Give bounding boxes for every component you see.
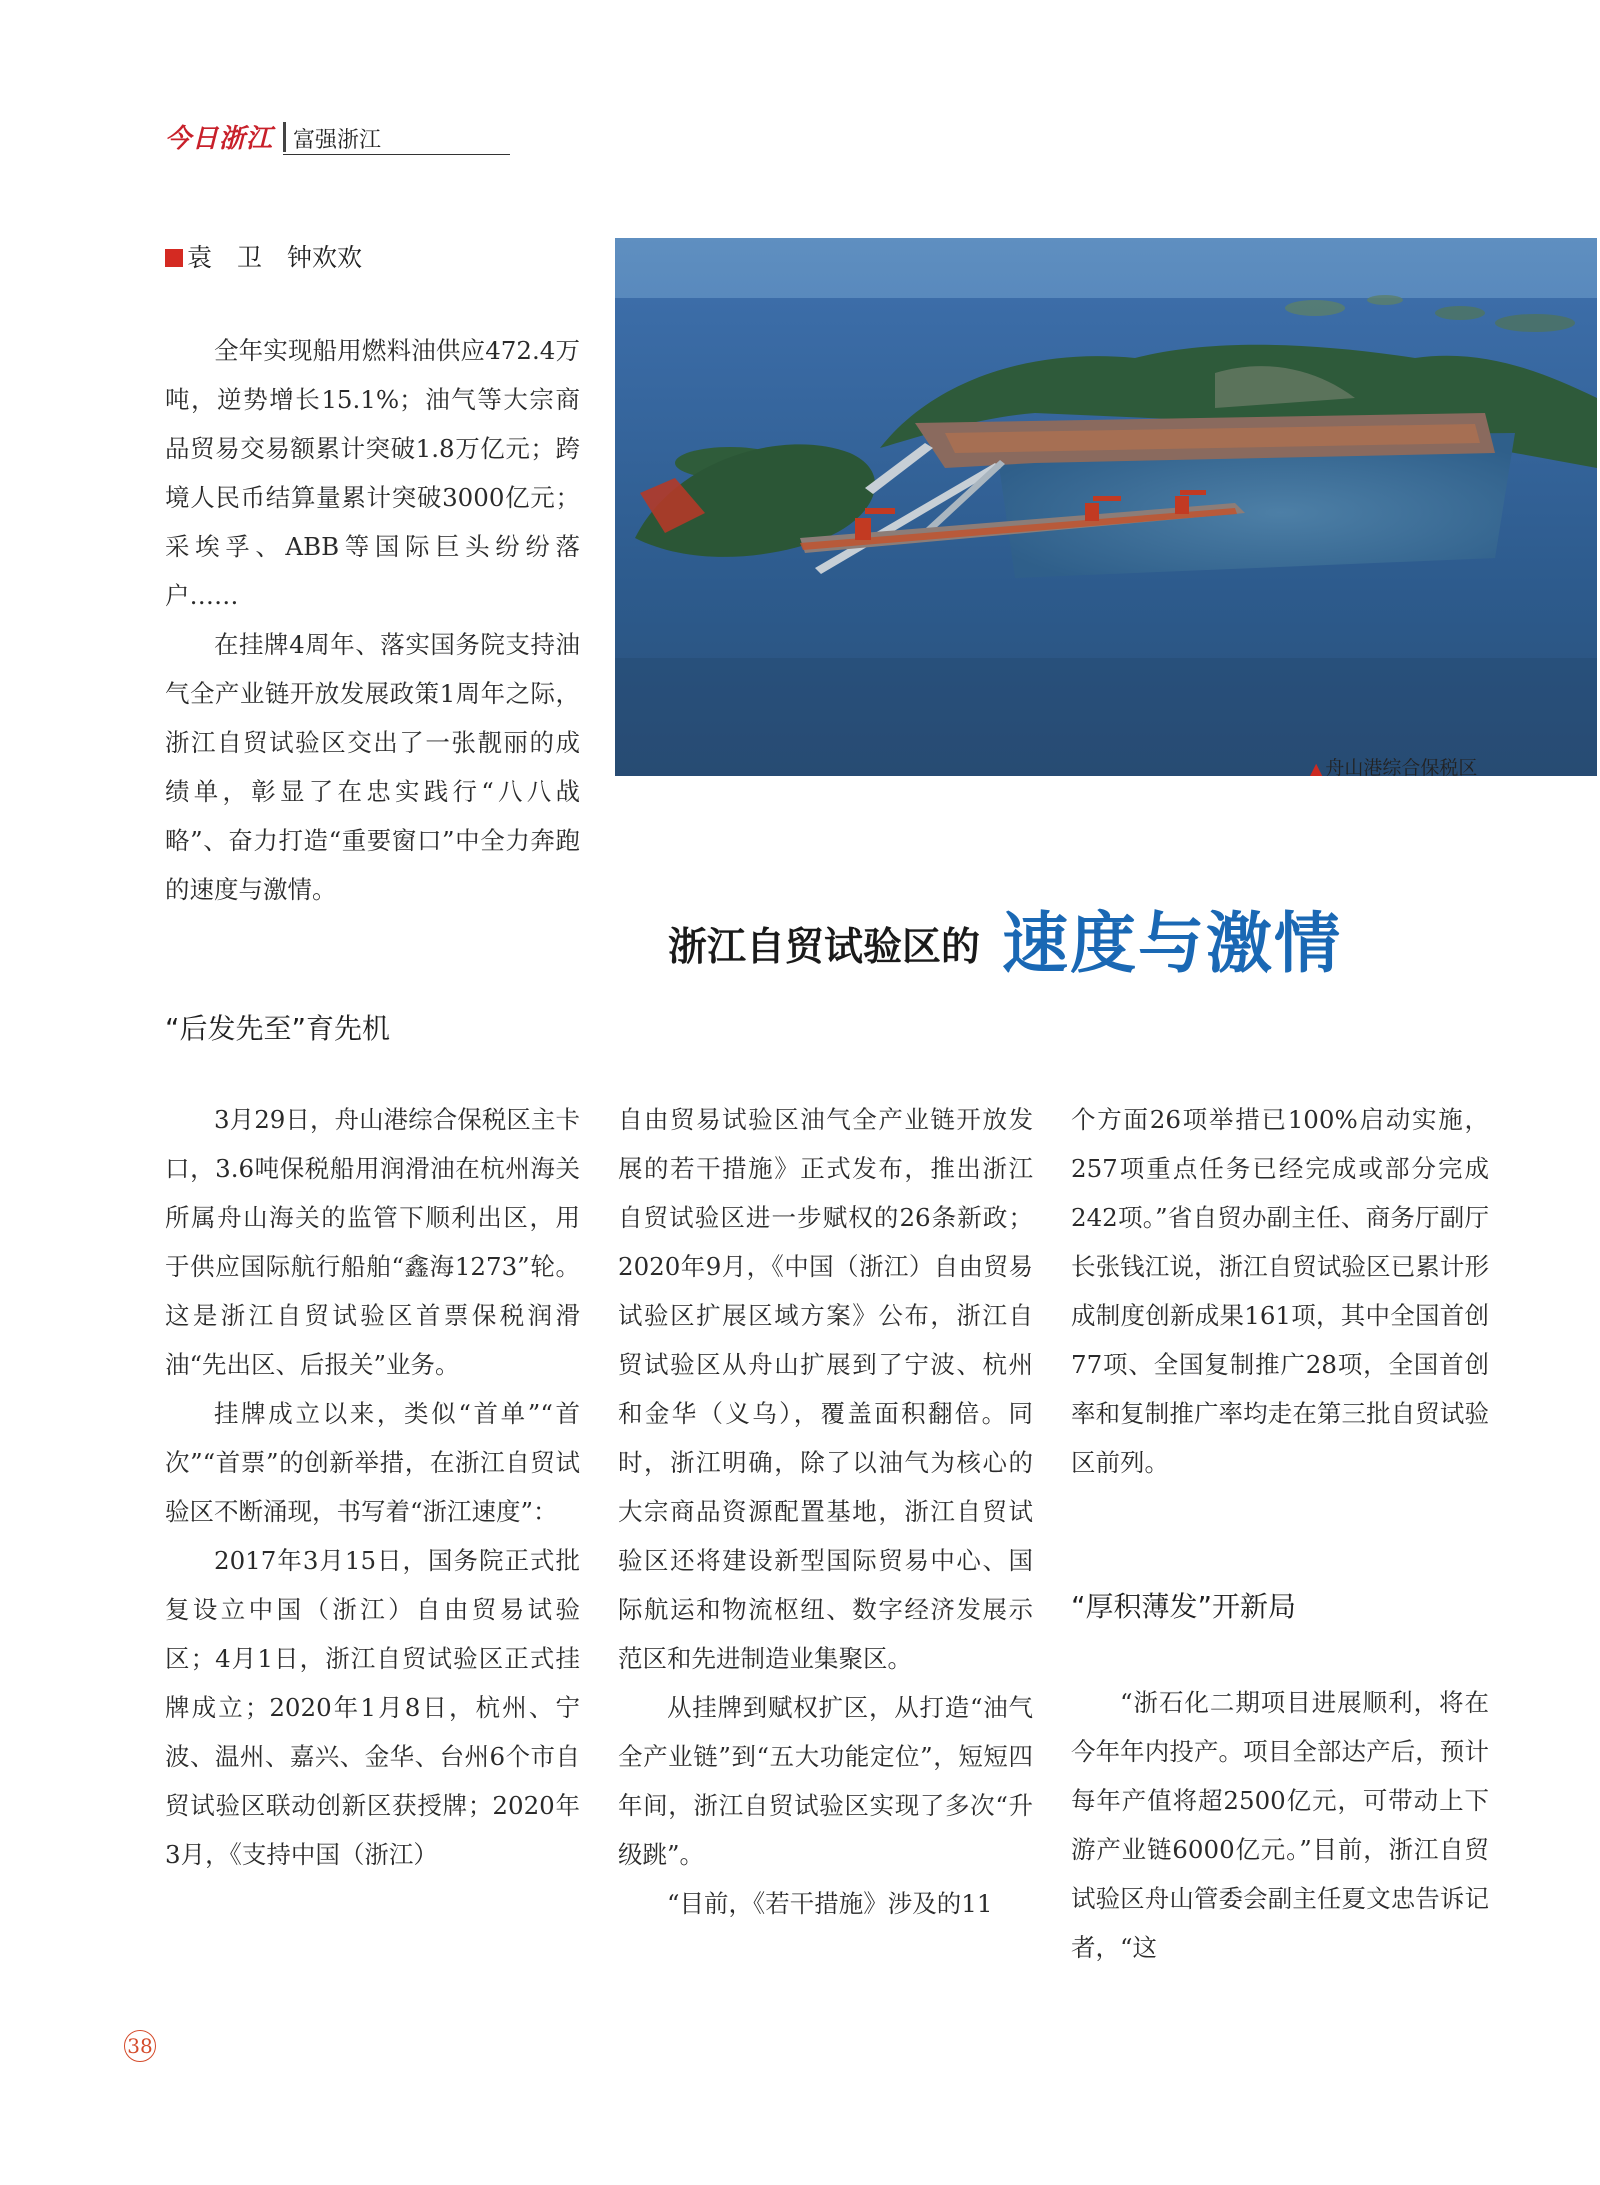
body-paragraph: 从挂牌到赋权扩区，从打造“油气全产业链”到“五大功能定位”，短短四年间，浙江自贸试验区实现了多次“升级跳”。 xyxy=(618,1693,1033,1869)
magazine-logo: 今日浙江 xyxy=(165,124,274,154)
header-rule xyxy=(283,154,510,155)
body-paragraph: 挂牌成立以来，类似“首单”“首次”“首票”的创新举措，在浙江自贸试验区不断涌现，书写着“浙江速度”： xyxy=(165,1399,580,1526)
byline-authors: 袁 卫 钟欢欢 xyxy=(187,243,363,272)
body-paragraph: 自由贸易试验区油气全产业链开放发展的若干措施》正式发布，推出浙江自贸试验区进一步赋权的26条新政；2020年9月，《中国（浙江）自由贸易试验区扩展区域方案》公布，浙江自贸试验区从舟山扩展到了宁波、杭州和金华（义乌），覆盖面积翻倍。同时，浙江明确，除了以油气为核心的大宗商品资源配置基地，浙江自贸试验区还将建设新型国际贸易中心、国际航运和物流枢纽、数字经济发展示范区和先进制造业集聚区。 xyxy=(618,1105,1033,1673)
byline-square-icon xyxy=(165,249,183,267)
body-paragraph: 2017年3月15日，国务院正式批复设立中国（浙江）自由贸易试验区；4月1日，浙江自贸试验区正式挂牌成立；2020年1月8日，杭州、宁波、温州、嘉兴、金华、台州6个市自贸试验区联动创新区获授牌；2020年3月，《支持中国（浙江） xyxy=(165,1546,580,1869)
body-column-2 xyxy=(618,1095,1033,1928)
caption-triangle-icon: ▲ xyxy=(1310,759,1323,778)
masthead xyxy=(165,118,510,160)
title-main: 速度与激情 xyxy=(1002,905,1343,982)
byline xyxy=(165,238,362,274)
body-paragraph: 3月29日，舟山港综合保税区主卡口，3.6吨保税船用润滑油在杭州海关所属舟山海关的监管下顺利出区，用于供应国际航行船舶“鑫海1273”轮。这是浙江自贸试验区首票保税润滑油“先出区、后报关”业务。 xyxy=(165,1105,580,1379)
article-title xyxy=(668,890,1468,990)
body-paragraph: 个方面26项举措已100%启动实施，257项重点任务已经完成或部分完成242项。”省自贸办副主任、商务厅副厅长张钱江说，浙江自贸试验区已累计形成制度创新成果161项，其中全国首创77项、全国复制推广28项，全国首创率和复制推广率均走在第三批自贸试验区前列。 xyxy=(1071,1105,1489,1477)
photo-aerial-port-icon xyxy=(615,238,1597,776)
header-separator xyxy=(283,122,286,152)
section-heading-2: “厚积薄发”开新局 xyxy=(1071,1590,1297,1623)
intro-paragraph-2: 在挂牌4周年、落实国务院支持油气全产业链开放发展政策1周年之际，浙江自贸试验区交出了一张靓丽的成绩单，彰显了在忠实践行“八八战略”、奋力打造“重要窗口”中全力奔跑的速度与激情。 xyxy=(165,630,580,904)
photo-caption-text: 舟山港综合保税区 xyxy=(1325,757,1478,779)
intro-paragraph-1: 全年实现船用燃料油供应472.4万吨，逆势增长15.1%；油气等大宗商品贸易交易额累计突破1.8万亿元；跨境人民币结算量累计突破3000亿元；采埃孚、ABB等国际巨头纷纷落户…… xyxy=(165,336,580,610)
title-prefix: 浙江自贸试验区的 xyxy=(668,924,981,970)
page-number: 38 xyxy=(124,2030,156,2062)
body-paragraph: “目前，《若干措施》涉及的11 xyxy=(667,1889,993,1918)
section-name: 富强浙江 xyxy=(293,128,382,153)
intro-column xyxy=(165,326,580,914)
section-heading-1: “后发先至”育先机 xyxy=(165,1012,391,1045)
aerial-port-photo xyxy=(615,238,1597,776)
body-column-3-lower xyxy=(1071,1678,1489,1972)
body-column-3 xyxy=(1071,1095,1489,1487)
photo-caption xyxy=(1310,753,1477,780)
body-paragraph: “浙石化二期项目进展顺利，将在今年年内投产。项目全部达产后，预计每年产值将超2500亿元，可带动上下游产业链6000亿元。”目前，浙江自贸试验区舟山管委会副主任夏文忠告诉记者，“这 xyxy=(1071,1688,1489,1962)
body-column-1 xyxy=(165,1095,580,1879)
